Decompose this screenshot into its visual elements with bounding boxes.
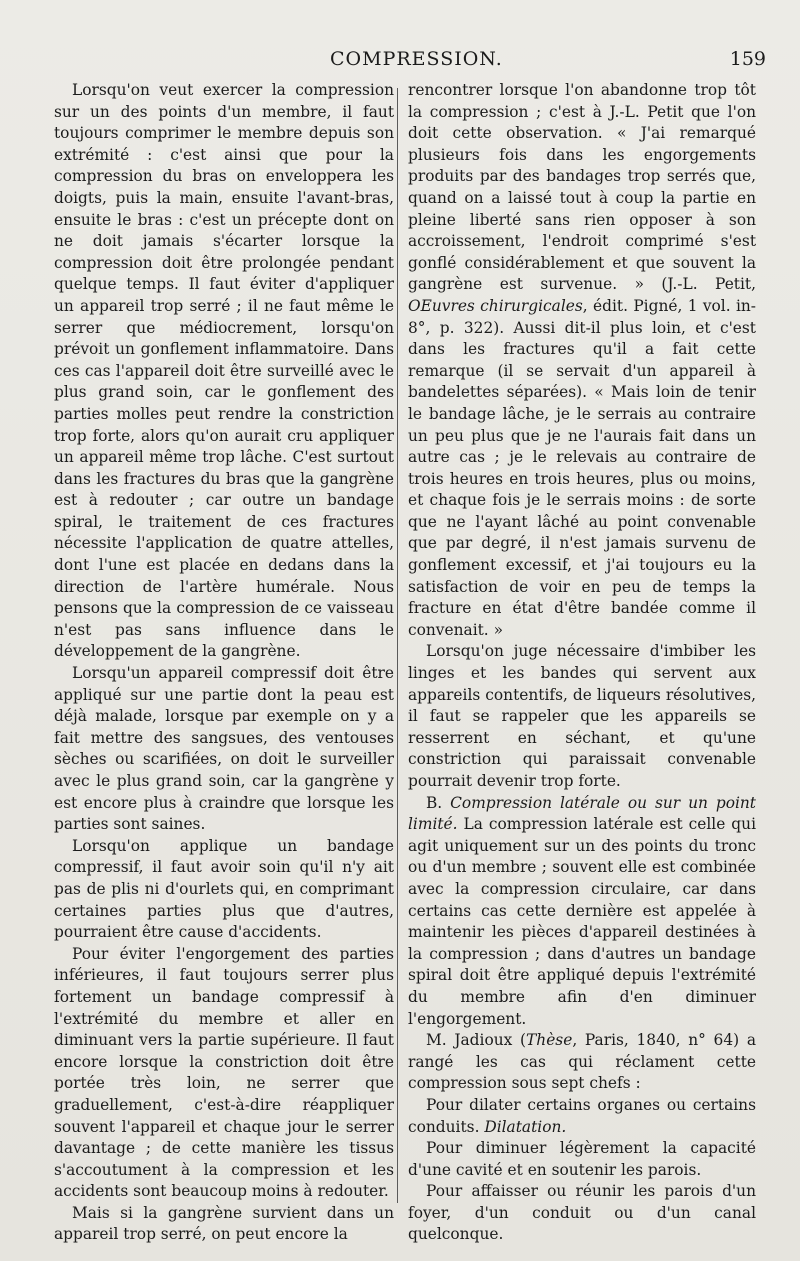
paragraph: Mais si la gangrène survient dans un appareil trop serré, on peut encore la xyxy=(54,1203,394,1244)
italic-title: Thèse xyxy=(526,1031,573,1050)
text-run: Pour dilater certains organes ou certains conduits. xyxy=(408,1095,756,1136)
text-run: , édit. Pigné, 1 vol. in-8°, p. 322). Aussi dit-il plus loin, et c'est dans les fractures qu'il a fait cette remarque (il se servait d'un appareil à bandelettes séparées). « Mais loin de tenir le bandage lâche, je le serrais au contraire un peu plus que je ne l'aurais fait dans un autre cas ; je le relevais au contraire de trois heures en trois heures, plus ou moins, et chaque fois je le serrais moins : de sorte que ne l'ayant lâché au point convenable que par degré, il n'est jamais survenu de gonflement excessif, et j'ai toujours eu la satisfaction de voir en peu de temps la fracture en état d'être bandée comme il convenait. » xyxy=(408,296,757,639)
paragraph: Lorsqu'on applique un bandage compressif, il faut avoir soin qu'il n'y ait pas de plis ni d'ourlets qui, en comprimant certaines parties plus que d'autres, pourraient être cause d'accidents. xyxy=(54,836,394,942)
paragraph: Pour affaisser ou réunir les parois d'un foyer, d'un conduit ou d'un canal quelconque. xyxy=(408,1182,756,1244)
section-letter: B. xyxy=(426,793,443,812)
paragraph xyxy=(408,1030,756,1095)
text-run: M. Jadioux ( xyxy=(426,1031,527,1050)
text-run: , Paris, 1840, n° 64) a rangé les cas qui réclament cette compression sous sept chefs : xyxy=(408,1031,756,1093)
running-title: COMPRESSION. xyxy=(330,48,503,70)
text-run: rencontrer lorsque l'on abandonne trop tôt la compression ; c'est à J.-L. Petit que l'on doit cette observation. « J'ai remarqué plusieurs fois dans les engorgements produits par des bandages trop serrés que, quand on a laissé tout à coup la partie en pleine liberté sans rien opposer à son accroissement, l'endroit comprimé s'est gonflé considérablement et que souvent la gangrène est survenue. » (J.-L. Petit, xyxy=(408,81,756,294)
right-column xyxy=(408,80,756,1246)
text-run: La compression latérale est celle qui agit uniquement sur un des points du tronc ou d'un membre ; souvent elle est combinée avec la compression circulaire, car dans certains cas cette dernière est appelée à maintenir les pièces d'appareil destinées à la compression ; dans d'autres un bandage spiral doit être appliqué depuis l'extrémité du membre afin d'en diminuer l'engorgement. xyxy=(408,815,756,1028)
paragraph: Pour éviter l'engorgement des parties inférieures, il faut toujours serrer plus fortement un bandage compressif à l'extrémité du membre et aller en diminuant vers la partie supérieure. Il faut encore lorsque la constriction doit être portée très loin, ne serrer que graduellement, c'est-à-dire réappliquer souvent l'appareil et chaque jour le serrer davantage ; de cette manière les tissus s'accoutument à la compression et les accidents sont beaucoup moins à redouter. xyxy=(54,944,394,1201)
paragraph: Lorsqu'un appareil compressif doit être appliqué sur une partie dont la peau est déjà malade, lorsque par exemple on y a fait mettre des sangsues, des ventouses sèches ou scarifiées, on doit le surveiller avec le plus grand soin, car la gangrène y est encore plus à craindre que lorsque les parties sont saines. xyxy=(54,664,394,834)
left-column xyxy=(54,80,394,1246)
paragraph: Lorsqu'on juge nécessaire d'imbiber les linges et les bandes qui servent aux appareils contentifs, de liqueurs résolutives, il faut se rappeler que les appareils se resserrent en séchant, et qu'une constriction qui paraissait convenable pourrait devenir trop forte. xyxy=(408,642,756,790)
paragraph xyxy=(408,80,756,641)
running-head xyxy=(0,48,800,78)
italic-term: Dilatation. xyxy=(484,1117,567,1136)
section-heading: Compression latérale ou sur un point limité. xyxy=(408,793,756,834)
italic-title: OEuvres chirurgicales xyxy=(408,296,583,315)
page-number: 159 xyxy=(729,48,766,70)
paragraph: Pour diminuer légèrement la capacité d'une cavité et en soutenir les parois. xyxy=(408,1139,756,1179)
paragraph: Lorsqu'on veut exercer la compression sur un des points d'un membre, il faut toujours comprimer le membre depuis son extrémité : c'est ainsi que pour la compression du bras on enveloppera les doigts, puis la main, ensuite l'avant-bras, ensuite le bras : c'est un précepte dont on ne doit jamais s'écarter lorsque la compression doit être prolongée pendant quelque temps. Il faut éviter d'appliquer un appareil trop serré ; il ne faut même le serrer que médiocrement, lorsqu'on prévoit un gonflement inflammatoire. Dans ces cas l'appareil doit être surveillé avec le plus grand soin, car le gonflement des parties molles peut rendre la constriction trop forte, alors qu'on aurait cru appliquer un appareil même trop lâche. C'est surtout dans les fractures du bras que la gangrène est à redouter ; car outre un bandage spiral, le traitement de ces fractures nécessite l'application de quatre attelles, dont l'une est placée en dedans dans la direction de l'artère humérale. Nous pensons que la compression de ce vaisseau n'est pas sans influence dans le développement de la gangrène. xyxy=(54,81,394,661)
section-paragraph xyxy=(408,793,756,1031)
column-divider xyxy=(397,88,398,1203)
paragraph xyxy=(408,1095,756,1138)
